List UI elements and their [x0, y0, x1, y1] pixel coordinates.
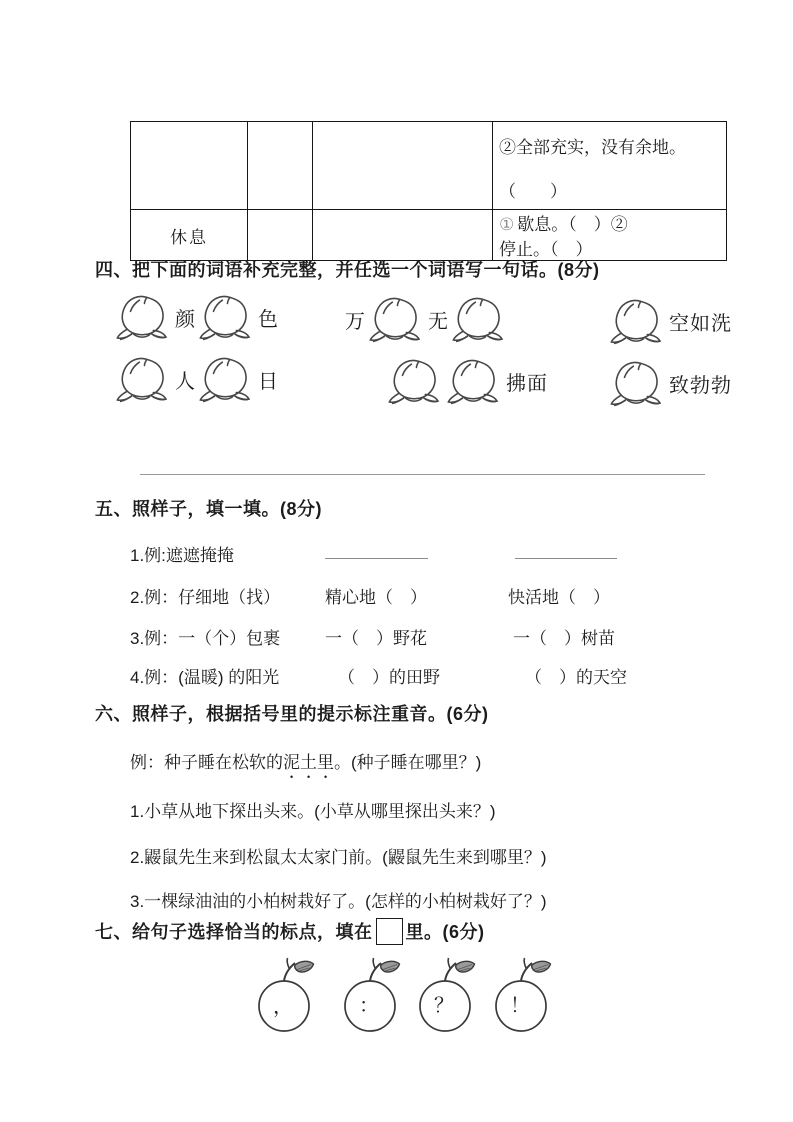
example-text: 2.例：仔细地（找）	[130, 588, 281, 607]
word-cell: 休息	[131, 210, 248, 261]
fill-phrase: 一（ ）树苗	[513, 629, 615, 648]
empty-cell	[313, 210, 493, 261]
idiom-char: 拂面	[506, 372, 548, 395]
section6-title: 六、照样子，根据括号里的提示标注重音。(6分)	[95, 704, 489, 724]
idiom-char: 日	[258, 370, 279, 393]
idiom-char: 色	[258, 308, 279, 331]
section4-title: 四、把下面的词语补充完整，并任选一个词语写一句话。(8分)	[95, 260, 600, 280]
fill-phrase: 精心地（ ）	[325, 588, 427, 607]
stress-item-3: 3.一棵绿油油的小柏树栽好了。(怎样的小柏树栽好了？)	[130, 892, 547, 911]
empty-cell	[248, 210, 313, 261]
meaning-text: 停止。（ ）	[499, 240, 593, 259]
fill-phrase: （ ）的天空	[525, 668, 627, 687]
example-text: 3.例：一（个）包裹	[130, 629, 281, 648]
stress-item-2: 2.鼹鼠先生来到松鼠太太家门前。(鼹鼠先生来到哪里？)	[130, 848, 547, 867]
example-text: 4.例：(温暖) 的阳光	[130, 668, 280, 687]
peach-icon	[388, 355, 444, 407]
meaning-text: ②全部充实，没有余地。	[499, 138, 686, 157]
fill-item-3	[130, 624, 730, 648]
answer-blank	[515, 541, 617, 559]
peach-icon	[610, 357, 666, 409]
apple-icon	[413, 955, 485, 1037]
circled-number: ①	[499, 215, 515, 234]
idiom-blank-group	[116, 286, 279, 348]
answer-blank	[325, 541, 428, 559]
example-post: 。(种子睡在哪里？)	[334, 753, 482, 772]
fill-phrase: 快活地（ ）	[508, 588, 610, 607]
meaning-cell	[493, 210, 727, 261]
fill-item-1	[130, 541, 730, 565]
empty-cell	[248, 122, 313, 210]
word-cell	[131, 122, 248, 210]
fill-item-2	[130, 583, 730, 607]
apple-icon	[338, 955, 410, 1037]
section5-title: 五、照样子，填一填。(8分)	[95, 499, 322, 519]
meaning-cell	[493, 122, 727, 210]
idiom-blank-group	[610, 290, 732, 352]
circled-number: ②	[610, 215, 628, 234]
word-meaning-table	[130, 121, 727, 261]
empty-cell	[313, 122, 493, 210]
idiom-blank-group	[388, 350, 548, 412]
answer-parentheses: （ ）	[499, 182, 567, 201]
idiom-blank-group	[345, 288, 508, 350]
example-pre: 例：种子睡在松软的	[130, 753, 283, 772]
idiom-char: 万	[345, 310, 366, 333]
peach-icon	[610, 295, 666, 347]
stress-item-1: 1.小草从地下探出头来。(小草从哪里探出头来？)	[130, 802, 496, 821]
peach-icon	[116, 291, 172, 343]
peach-icon	[452, 293, 508, 345]
peach-icon	[116, 353, 172, 405]
idiom-blank-group	[116, 348, 279, 410]
idiom-char: 人	[175, 370, 196, 393]
section7-title	[95, 918, 485, 945]
title-post: 里。(6分)	[405, 922, 485, 942]
sentence-answer-line	[140, 458, 705, 475]
peach-icon	[199, 291, 255, 343]
fill-phrase: （ ）的田野	[338, 668, 440, 687]
peach-icon	[447, 355, 503, 407]
idiom-blank-group	[610, 352, 732, 414]
punctuation-box	[376, 918, 403, 945]
table-row	[131, 122, 727, 210]
fill-item-4	[130, 663, 730, 687]
title-pre: 七、给句子选择恰当的标点，填在	[95, 922, 373, 942]
punctuation-mark: ！	[510, 995, 530, 1017]
peach-icon	[199, 353, 255, 405]
meaning-text: 歇息。（ ）	[517, 215, 611, 234]
stress-example	[130, 748, 481, 782]
idiom-char: 无	[428, 310, 449, 333]
punctuation-mark: ：	[359, 995, 379, 1017]
punctuation-mark: ？	[434, 995, 454, 1017]
idiom-char: 致勃勃	[669, 374, 732, 397]
punctuation-mark: ，	[273, 996, 293, 1018]
peach-icon	[369, 293, 425, 345]
example-text: 1.例:遮遮掩掩	[130, 546, 234, 565]
table-row	[131, 210, 727, 261]
idiom-char: 空如洗	[669, 312, 732, 335]
stressed-words: 泥土里	[283, 753, 334, 772]
fill-phrase: 一（ ）野花	[325, 629, 427, 648]
apple-icon	[489, 955, 561, 1037]
idiom-char: 颜	[175, 308, 196, 331]
apple-icon	[252, 955, 324, 1037]
